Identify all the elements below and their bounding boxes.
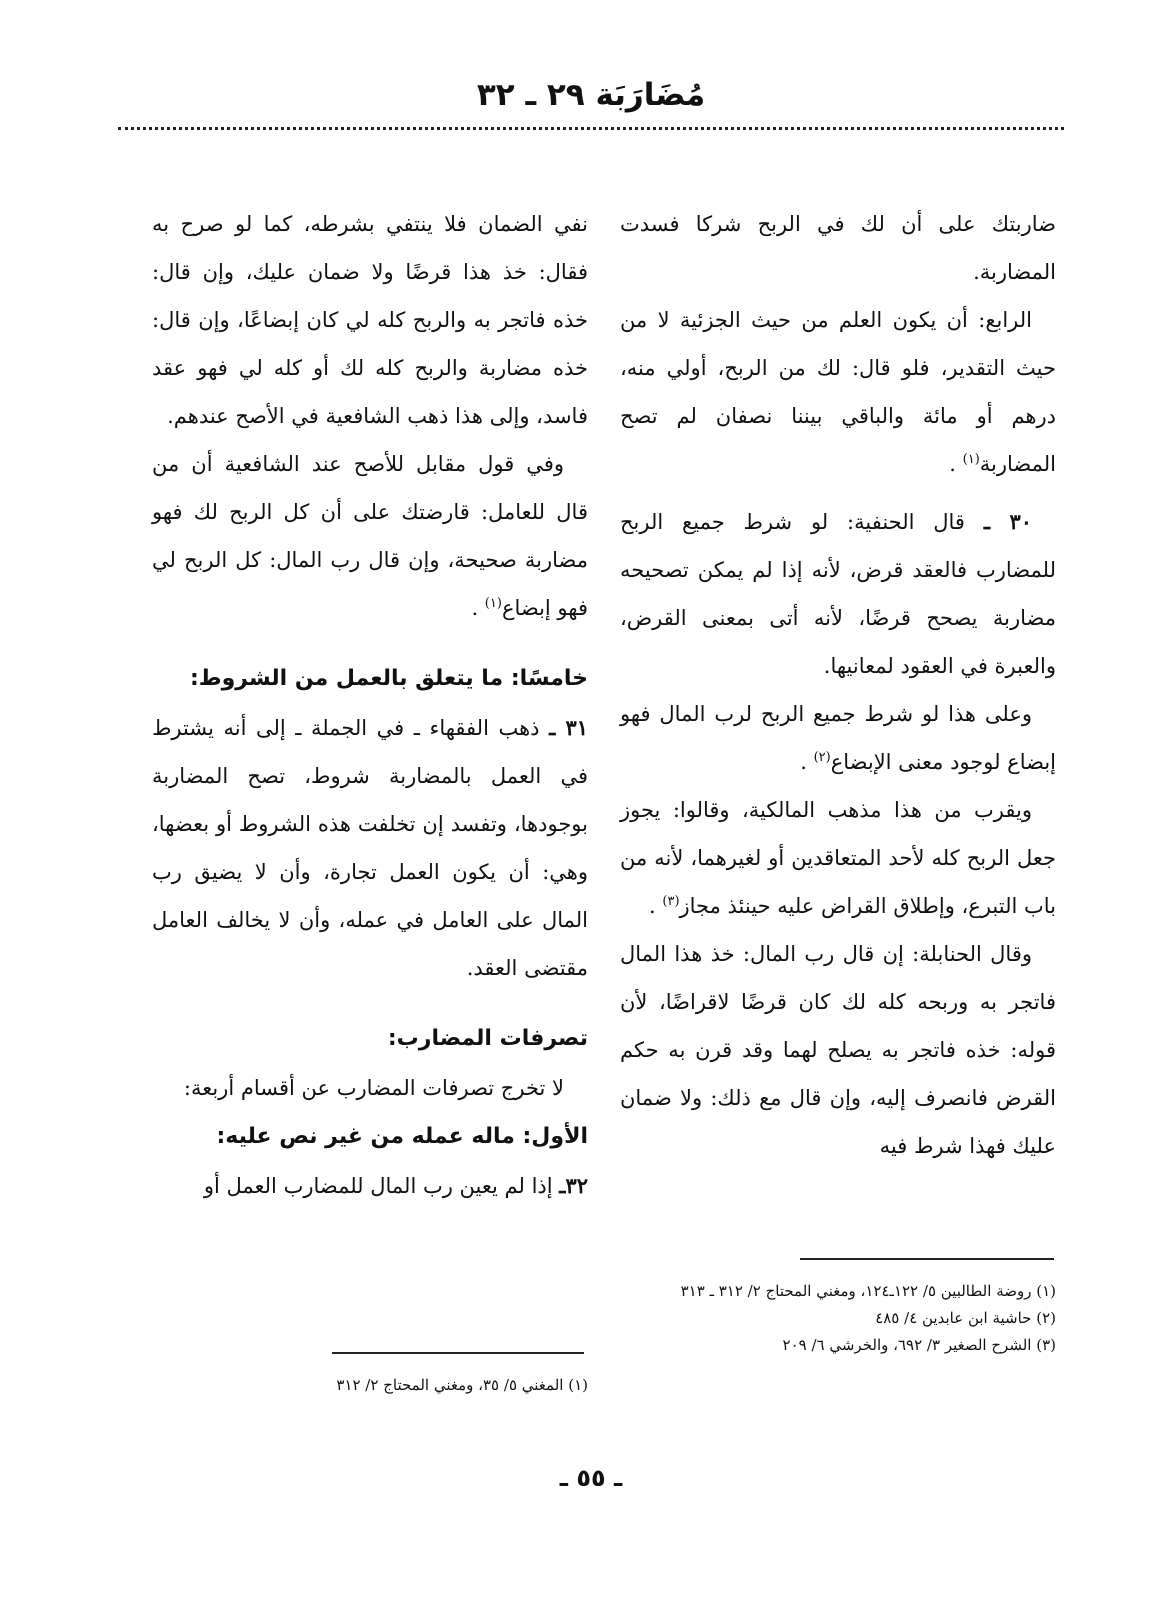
right-paragraph-4-text: وعلى هذا لو شرط جميع الربح لرب المال فهو إبضاع لوجود معنى الإبضاع: [620, 702, 1056, 774]
footnote-ref: (٣): [662, 894, 680, 909]
section-number-32: ٣٢ـ: [559, 1173, 588, 1198]
footnote-item: (٢) حاشية ابن عابدين ٤/ ٤٨٥: [875, 1309, 1056, 1327]
footnote-divider-left: [332, 1352, 584, 1354]
footnotes-left: [152, 1372, 588, 1399]
section-heading-agent-actions: تصرفات المضارب:: [387, 1026, 588, 1051]
right-paragraph-5: ويقرب من هذا مذهب المالكية، وقالوا: يجوز جعل الربح كله لأحد المتعاقدين أو لغيرهما، لأنه من باب التبرع، وإطلاق القراض عليه حينئذ مجاز$^{(٣)}$ .: [620, 798, 1056, 918]
footnote-ref: (١): [962, 452, 980, 467]
section-heading-work-conditions: خامسًا: ما يتعلق بالعمل من الشروط:: [189, 666, 588, 691]
left-paragraph-3: [152, 704, 588, 992]
section-heading-first-category: الأول: ماله عمله من غير نص عليه:: [216, 1124, 588, 1149]
left-paragraph-3-text: ذهب الفقهاء ـ في الجملة ـ إلى أنه يشترط في العمل بالمضاربة شروط، تصح المضاربة بوجودها، وتفسد إن تخلفت هذه الشروط أو بعضها، وهي: أن يكون العمل تجارة، وأن لا يضيق رب المال على العامل في عمله، وأن لا يخالف العامل مقتضى العقد.: [152, 716, 588, 980]
section-number-30: ٣٠ ـ: [983, 509, 1032, 534]
footnote-divider-right: [800, 1258, 1054, 1260]
footnote-ref: (١): [484, 596, 502, 611]
right-paragraph-4: وعلى هذا لو شرط جميع الربح لرب المال فهو إبضاع لوجود معنى الإبضاع$^{(٢)}$ .: [620, 702, 1056, 774]
left-paragraph-5: [152, 1162, 588, 1210]
page-title: مُضَارَبَة ٢٩ ـ ٣٢: [476, 77, 706, 113]
right-paragraph-3: [620, 498, 1056, 690]
left-paragraph-2: وفي قول مقابل للأصح عند الشافعية أن من قال للعامل: قارضتك على أن كل الربح لك فهو مضاربة صحيحة، وإن قال رب المال: كل الربح لي فهو إبضاع$^{(١)}$ .: [152, 452, 588, 620]
header-dotted-rule: [118, 127, 1064, 130]
left-paragraph-4: لا تخرج تصرفات المضارب عن أقسام أربعة:: [183, 1076, 564, 1100]
footnote-item: (١) المغني ٥/ ٣٥، ومغني المحتاج ٢/ ٣١٢: [336, 1376, 588, 1394]
left-column: [152, 200, 588, 1400]
right-paragraph-1: ضاربتك على أن لك في الربح شركا فسدت المضاربة.: [620, 212, 1056, 284]
right-paragraph-3-text: قال الحنفية: لو شرط جميع الربح للمضارب فالعقد قرض، لأنه إذا لم يمكن تصحيحه مضاربة يصحح قرضًا، لأنه أتى بمعنى القرض، والعبرة في العقود لمعانيها.: [620, 510, 1056, 678]
page-number: ـ ٥٥ ـ: [559, 1464, 623, 1492]
footnote-item: (٣) الشرح الصغير ٣/ ٦٩٢، والخرشي ٦/ ٢٠٩: [782, 1336, 1056, 1354]
footnotes-right: [620, 1278, 1056, 1359]
right-paragraph-5-text: ويقرب من هذا مذهب المالكية، وقالوا: يجوز جعل الربح كله لأحد المتعاقدين أو لغيرهما، لأنه من باب التبرع، وإطلاق القراض عليه حينئذ مجاز: [620, 798, 1056, 918]
left-paragraph-5-text: إذا لم يعين رب المال للمضارب العمل أو: [203, 1174, 553, 1198]
left-paragraph-1: نفي الضمان فلا ينتفي بشرطه، كما لو صرح به فقال: خذ هذا قرضًا ولا ضمان عليك، وإن قال: خذه فاتجر به والربح كله لي كان إبضاعًا، وإن قال: خذه مضاربة والربح كله لك أو كله لي فهو عقد فاسد، وإلى هذا ذهب الشافعية في الأصح عندهم.: [152, 212, 588, 428]
right-paragraph-6: وقال الحنابلة: إن قال رب المال: خذ هذا المال فاتجر به وربحه كله لك كان قرضًا لاقراضًا، لأن قوله: خذه فاتجر به يصلح لهما وقد قرن به حكم القرض فانصرف إليه، وإن قال مع ذلك: ولا ضمان عليك فهذا شرط فيه: [620, 942, 1056, 1158]
right-paragraph-2: الرابع: أن يكون العلم من حيث الجزئية لا من حيث التقدير، فلو قال: لك من الربح، أولي منه، درهم أو مائة والباقي بيننا نصفان لم تصح المضاربة$^{(١)}$ .: [620, 308, 1056, 476]
left-paragraph-2-text: وفي قول مقابل للأصح عند الشافعية أن من قال للعامل: قارضتك على أن كل الربح لك فهو مضاربة صحيحة، وإن قال رب المال: كل الربح لي فهو إبضاع: [152, 452, 588, 620]
page-header: [118, 72, 1064, 130]
footnote-ref: (٢): [813, 750, 831, 765]
right-paragraph-2-text: الرابع: أن يكون العلم من حيث الجزئية لا من حيث التقدير، فلو قال: لك من الربح، أولي منه، درهم أو مائة والباقي بيننا نصفان لم تصح المضاربة: [620, 308, 1056, 476]
section-number-31: ٣١ ـ: [549, 715, 588, 740]
right-column: [620, 200, 1056, 1400]
footnote-item: (١) روضة الطالبين ٥/ ١٢٢ـ١٢٤، ومغني المحتاج ٢/ ٣١٢ ـ ٣١٣: [680, 1282, 1056, 1300]
